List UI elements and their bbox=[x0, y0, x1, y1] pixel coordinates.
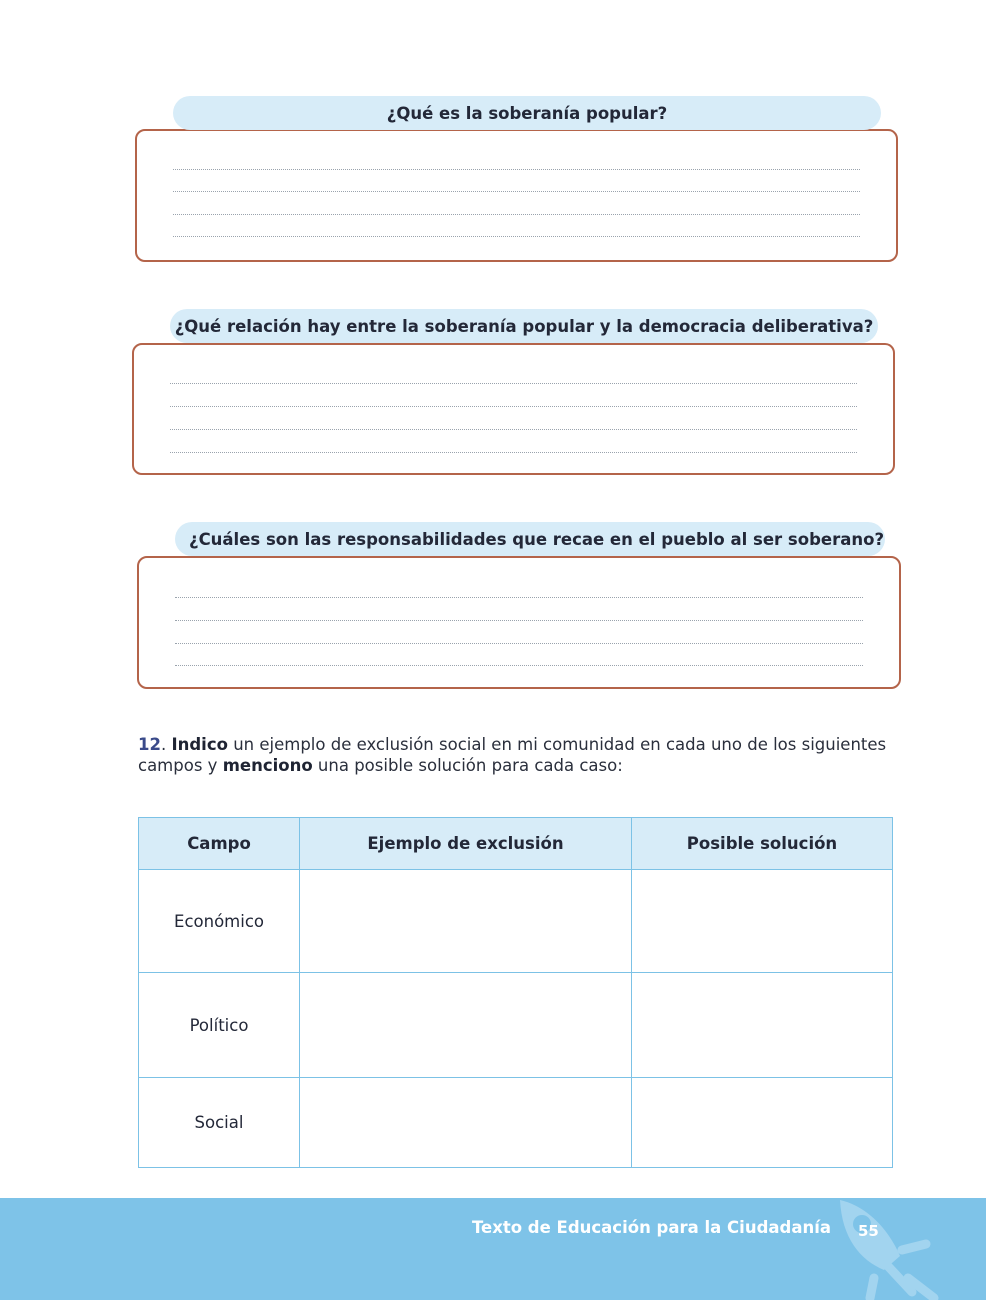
question-block-3 bbox=[137, 522, 901, 689]
header-ejemplo: Ejemplo de exclusión bbox=[300, 818, 632, 870]
activity-sep: . bbox=[160, 735, 172, 754]
cell-solucion-politico[interactable] bbox=[632, 973, 893, 1078]
activity-instruction bbox=[138, 734, 918, 776]
cell-solucion-social[interactable] bbox=[632, 1078, 893, 1168]
row-label-economico: Económico bbox=[139, 870, 300, 973]
cell-ejemplo-politico[interactable] bbox=[300, 973, 632, 1078]
rocket-icon bbox=[826, 1198, 946, 1300]
answer-line bbox=[173, 214, 860, 215]
answer-line bbox=[175, 620, 863, 621]
answer-line bbox=[175, 665, 863, 666]
answer-line bbox=[173, 169, 860, 170]
activity-verb-1: Indico bbox=[171, 735, 228, 754]
question-label-1: ¿Qué es la soberanía popular? bbox=[173, 96, 881, 130]
answer-line bbox=[175, 597, 863, 598]
cell-ejemplo-social[interactable] bbox=[300, 1078, 632, 1168]
cell-solucion-economico[interactable] bbox=[632, 870, 893, 973]
activity-text-1: un ejemplo de exclusión social en mi comunidad en cada uno de los siguientes campos y bbox=[138, 735, 887, 775]
cell-ejemplo-economico[interactable] bbox=[300, 870, 632, 973]
header-solucion: Posible solución bbox=[632, 818, 893, 870]
page-number: 55 bbox=[858, 1222, 879, 1240]
table-row bbox=[139, 973, 893, 1078]
question-label-2: ¿Qué relación hay entre la soberanía popular y la democracia deliberativa? bbox=[170, 309, 878, 343]
answer-line bbox=[173, 236, 860, 237]
header-campo: Campo bbox=[139, 818, 300, 870]
table-header-row bbox=[139, 818, 893, 870]
answer-box-3[interactable] bbox=[137, 556, 901, 689]
table-row bbox=[139, 870, 893, 973]
question-block-1 bbox=[135, 96, 898, 262]
question-block-2 bbox=[132, 309, 895, 475]
answer-line bbox=[173, 191, 860, 192]
answer-line bbox=[170, 406, 857, 407]
activity-text-2: una posible solución para cada caso: bbox=[312, 756, 623, 775]
question-label-3: ¿Cuáles son las responsabilidades que recae en el pueblo al ser soberano? bbox=[175, 522, 885, 556]
activity-number: 12 bbox=[138, 735, 161, 754]
answer-line bbox=[170, 383, 857, 384]
row-label-politico: Político bbox=[139, 973, 300, 1078]
row-label-social: Social bbox=[139, 1078, 300, 1168]
table-row bbox=[139, 1078, 893, 1168]
answer-box-2[interactable] bbox=[132, 343, 895, 475]
answer-line bbox=[170, 452, 857, 453]
answer-box-1[interactable] bbox=[135, 129, 898, 262]
footer-title: Texto de Educación para la Ciudadanía bbox=[471, 1218, 831, 1237]
activity-verb-2: menciono bbox=[222, 756, 313, 775]
answer-line bbox=[175, 643, 863, 644]
answer-line bbox=[170, 429, 857, 430]
exclusion-table bbox=[138, 817, 893, 1168]
page-footer bbox=[0, 1198, 986, 1300]
